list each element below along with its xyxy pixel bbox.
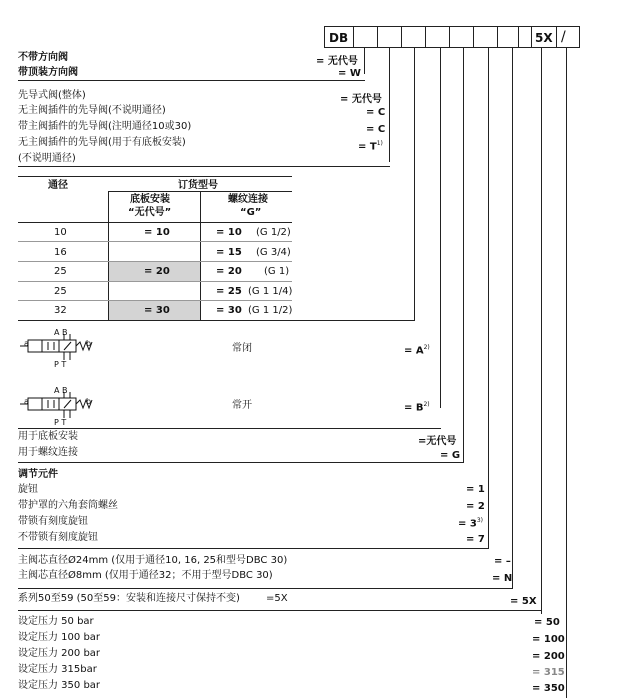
- code-box-db-label: DB: [329, 31, 349, 45]
- code-box: [353, 26, 378, 48]
- row-label: 用于底板安装: [18, 431, 78, 442]
- footnote-ref: 3): [476, 517, 483, 524]
- table-bottom-line: [18, 320, 415, 321]
- symbol-label: 常闭: [232, 343, 252, 354]
- table-header-plate-sub: “无代号”: [128, 207, 172, 218]
- connector-line: [566, 48, 567, 698]
- cell-port: (G 1 1/4): [248, 286, 293, 297]
- row-code: = C: [366, 124, 386, 135]
- section-title: 调节元件: [18, 469, 58, 480]
- cell-port: (G 1/2): [256, 227, 291, 238]
- row-label: (不说明通径): [18, 153, 76, 164]
- row-code: = 315: [532, 667, 565, 678]
- row-line: [18, 241, 292, 242]
- ports-top: A B: [54, 386, 68, 395]
- code-box: [377, 26, 402, 48]
- cell-size: 25: [54, 286, 67, 297]
- cell-port: (G 3/4): [256, 247, 291, 258]
- symbol-label: 常开: [232, 400, 252, 411]
- divider: [18, 166, 390, 167]
- row-code: = 350: [532, 683, 565, 694]
- divider: [18, 428, 441, 429]
- ports-bottom: P T: [54, 360, 67, 369]
- row-code: = 5X: [510, 596, 537, 607]
- divider: [18, 610, 542, 611]
- row-label: 不带锁有刻度旋钮: [18, 532, 98, 543]
- row-code: = 2: [466, 501, 485, 512]
- row-label: 用于螺纹连接: [18, 447, 78, 458]
- row-label: 无主阀插件的先导阀(用于有底板安装): [18, 137, 186, 148]
- port-b-label: b: [86, 339, 92, 348]
- connector-line: [389, 48, 390, 162]
- row-label: 不带方向阀: [18, 52, 68, 63]
- cell-size: 25: [54, 266, 67, 277]
- cell-plate: = 20: [144, 266, 170, 277]
- table-header-plate: 底板安装: [130, 194, 170, 205]
- footnote-ref: 2): [423, 401, 430, 408]
- divider: [18, 462, 464, 463]
- cell-size: 10: [54, 227, 67, 238]
- row-code: = B: [404, 402, 424, 414]
- row-mid-code: =5X: [266, 593, 288, 604]
- divider: [18, 80, 365, 81]
- table-top-line: [18, 176, 292, 177]
- row-code: = 100: [532, 634, 565, 645]
- row-code: = N: [492, 573, 513, 584]
- code-box-last: [556, 26, 580, 48]
- row-code: = 无代号: [340, 94, 382, 105]
- cell-thread: = 30: [216, 305, 242, 316]
- cell-plate: = 10: [144, 227, 170, 238]
- row-label: 系列50至59 (50至59：安装和连接尺寸保持不变): [18, 593, 240, 604]
- code-box: [518, 26, 532, 48]
- code-box-db: [324, 26, 354, 48]
- table-col-divider: [200, 191, 201, 321]
- slash-separator: /: [561, 29, 566, 45]
- code-box: [497, 26, 519, 48]
- row-code: = 7: [466, 534, 485, 545]
- footnote-ref: 2): [423, 344, 430, 351]
- row-label: 带护罩的六角套筒螺丝: [18, 500, 118, 511]
- table-header-line: [18, 222, 292, 223]
- row-code: = 1: [466, 484, 485, 495]
- cell-size: 32: [54, 305, 67, 316]
- connector-line: [512, 48, 513, 588]
- cell-plate: = 30: [144, 305, 170, 316]
- footnote-ref: 1): [376, 140, 383, 147]
- row-label: 主阀芯直径Ø8mm (仅用于通径32；不用于型号DBC 30): [18, 570, 273, 581]
- row-code: = A: [404, 345, 424, 357]
- row-line: [18, 281, 292, 282]
- row-label: 设定压力 200 bar: [18, 648, 101, 659]
- cell-size: 16: [54, 247, 67, 258]
- ports-top: A B: [54, 328, 68, 337]
- code-box: [449, 26, 474, 48]
- port-a-label: a: [24, 339, 29, 348]
- divider: [18, 588, 513, 589]
- cell-thread: = 25: [216, 286, 242, 297]
- row-code: = G: [440, 450, 461, 461]
- row-code: = C: [366, 107, 386, 118]
- row-code: = –: [494, 556, 511, 567]
- cell-port: (G 1): [264, 266, 290, 277]
- row-label: 带顶装方向阀: [18, 67, 78, 78]
- cell-thread: = 20: [216, 266, 242, 277]
- divider: [18, 548, 489, 549]
- table-header-size: 通径: [48, 180, 68, 191]
- row-code: = T: [358, 141, 377, 153]
- row-label: 设定压力 350 bar: [18, 680, 101, 691]
- row-label: 主阀芯直径Ø24mm (仅用于通径10, 16, 25和型号DBC 30): [18, 555, 288, 566]
- table-header-group: 订货型号: [178, 180, 218, 191]
- connector-line: [414, 48, 415, 320]
- row-code: = 50: [534, 617, 560, 628]
- row-label: 旋钮: [18, 484, 38, 495]
- code-box: [473, 26, 498, 48]
- table-header-thread: 螺纹连接: [228, 194, 268, 205]
- row-label: 设定压力 50 bar: [18, 616, 94, 627]
- port-b-label: b: [86, 397, 92, 406]
- row-label: 设定压力 100 bar: [18, 632, 101, 643]
- connector-line: [440, 48, 441, 408]
- connector-line: [463, 48, 464, 463]
- row-label: 带主阀插件的先导阀(注明通径10或30): [18, 121, 192, 132]
- row-code: = 无代号: [316, 56, 358, 67]
- connector-line: [488, 48, 489, 548]
- row-label: 设定压力 315bar: [18, 664, 97, 675]
- ports-bottom: P T: [54, 418, 67, 427]
- row-label: 无主阀插件的先导阀(不说明通径): [18, 105, 166, 116]
- code-box-5x: [531, 26, 557, 48]
- table-header-thread-sub: “G”: [240, 207, 262, 218]
- port-a-label: a: [24, 397, 29, 406]
- cell-thread: = 10: [216, 227, 242, 238]
- cell-port: (G 1 1/2): [248, 305, 293, 316]
- row-code: = W: [338, 68, 361, 79]
- connector-line: [364, 48, 365, 74]
- row-label: 先导式阀(整体): [18, 90, 86, 101]
- row-code: = 200: [532, 651, 565, 662]
- code-box-5x-label: 5X: [535, 31, 553, 45]
- row-code: = 3: [458, 518, 477, 530]
- row-code: =无代号: [418, 436, 457, 447]
- code-box: [425, 26, 450, 48]
- cell-thread: = 15: [216, 247, 242, 258]
- code-box: [401, 26, 426, 48]
- row-label: 带锁有刻度旋钮: [18, 516, 88, 527]
- connector-line: [541, 48, 542, 614]
